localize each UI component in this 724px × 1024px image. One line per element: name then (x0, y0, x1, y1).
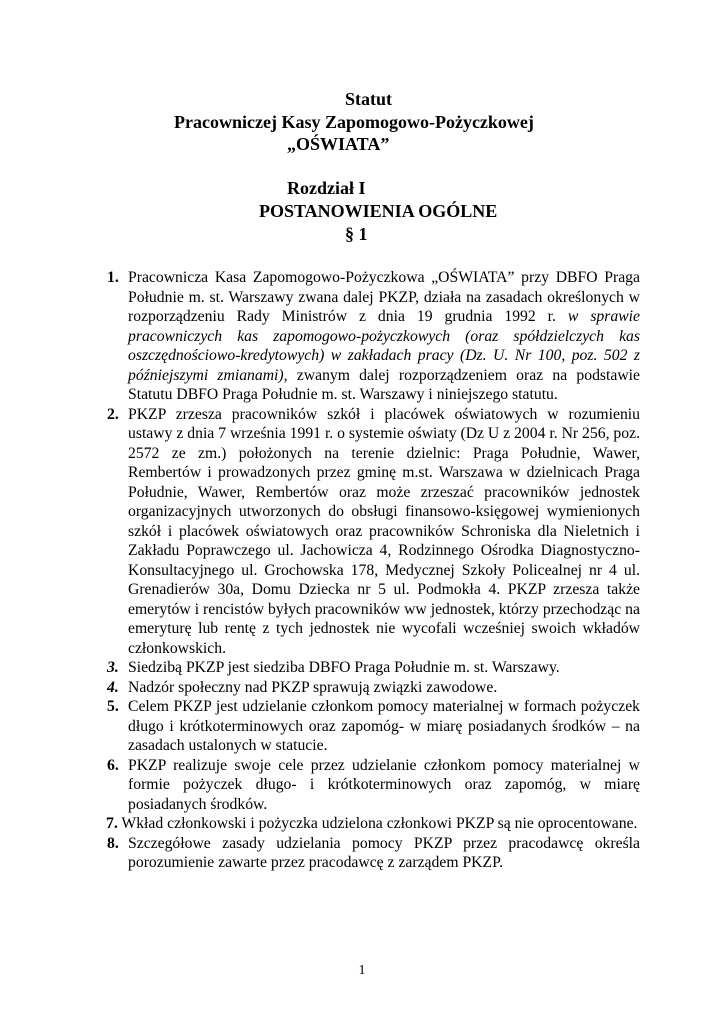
item-number: 1. (107, 269, 119, 286)
item-number: 4. (107, 678, 119, 696)
list-item (107, 834, 640, 873)
document-subtitle: Pracowniczej Kasy Zapomogowo-Pożyczkowej (174, 112, 534, 132)
list-item (107, 268, 640, 405)
item-text: Szczegółowe zasady udzielania pomocy PKZP przez pracodawcę określa porozumienie zawarte przez pracodawcę z zarządem PKZP. (128, 834, 640, 871)
item-number: 7. (106, 815, 118, 832)
item-number: 6. (107, 756, 119, 774)
list-item (107, 658, 640, 678)
chapter-title: POSTANOWIENIA OGÓLNE (259, 201, 498, 221)
list-item (107, 405, 640, 659)
list-item (107, 697, 640, 756)
item-text: Siedzibą PKZP jest siedziba DBFO Praga Południe m. st. Warszawy. (128, 659, 560, 676)
section-symbol: § 1 (345, 224, 368, 244)
document-title: Statut (345, 89, 393, 109)
list-item (106, 814, 640, 834)
item-text: PKZP zrzesza pracowników szkół i placówek oświatowych w rozumieniu ustawy z dnia 7 września 1991 r. o systemie oświaty (Dz U z 2004 r. Nr 256, poz. 2572 ze zm.) położonych na terenie dzielnic: Praga Południe, Wawer, Rembertów i prowadzonych przez gminę m.st. Warszawa w dzielnicach Praga Południe, Wawer, Rembertów oraz może zrzeszać pracowników jednostek organizacyjnych utworzonych do obsługi finansowo-księgowej wymienionych szkół i placówek oświatowych oraz pracowników Schroniska dla Nieletnich i Zakładu Poprawczego ul. Jachowicza 4, Rodzinnego Ośrodka Diagnostyczno-Konsultacyjnego ul. Grochowska 178, Medycznej Szkoły Policealnej nr 4 ul. Grenadierów 30a, Domu Dziecka nr 5 ul. Podmokła 4. PKZP zrzesza także emerytów i rencistów byłych pracowników ww jednostek, którzy przechodząc na emeryturę lub rentę z tych jednostek nie wycofali wcześniej swoich wkładów członkowskich. (128, 405, 640, 657)
legal-citation: w sprawie pracowniczych kas zapomogowo-pożyczkowych (oraz spółdzielczych kas oszczędnościowo-kredytowych) w zakładach pracy (Dz. U. Nr 100, poz. 502 z późniejszymi zmianami), (128, 308, 640, 384)
page-number: 1 (358, 963, 366, 978)
item-number: 5. (107, 698, 119, 715)
provisions-list (107, 268, 640, 873)
item-text: Pracownicza Kasa Zapomogowo-Pożyczkowa „OŚWIATA” przy DBFO Praga Południe m. st. Warszawy zwana dalej PKZP, działa na zasadach określonych w rozporządzeniu Rady Ministrów z dnia 19 grudnia 1992 r. w sprawie pracowniczych kas zapomogowo-pożyczkowych (oraz spółdzielczych kas oszczędnościowo-kredytowych) w zakładach pracy (Dz. U. Nr 100, poz. 502 z późniejszymi zmianami), zwanym dalej rozporządzeniem oraz na podstawie Statutu DBFO Praga Południe m. st. Warszawy i niniejszego statutu. (128, 269, 641, 403)
chapter-heading: Rozdział I (287, 178, 366, 198)
item-number: 8. (107, 834, 119, 852)
list-item (107, 678, 640, 698)
item-number: 2. (107, 405, 119, 423)
item-text: PKZP realizuje swoje cele przez udzielanie członkom pomocy materialnej w formie pożyczek długo- i krótkoterminowych oraz zapomóg, w miarę posiadanych środków. (128, 756, 640, 813)
list-item (107, 756, 640, 815)
item-number: 3. (107, 659, 119, 676)
item-text: Celem PKZP jest udzielanie członkom pomocy materialnej w formach pożyczek długo i krótkoterminowych oraz zapomóg- w miarę posiadanych środków – na zasadach ustalonych w statucie. (128, 698, 640, 754)
organization-name: „OŚWIATA” (287, 134, 390, 154)
item-text: Wkład członkowski i pożyczka udzielona członkowi PKZP są nie oprocentowane. (117, 815, 638, 832)
item-text: Nadzór społeczny nad PKZP sprawują związki zawodowe. (128, 678, 498, 696)
